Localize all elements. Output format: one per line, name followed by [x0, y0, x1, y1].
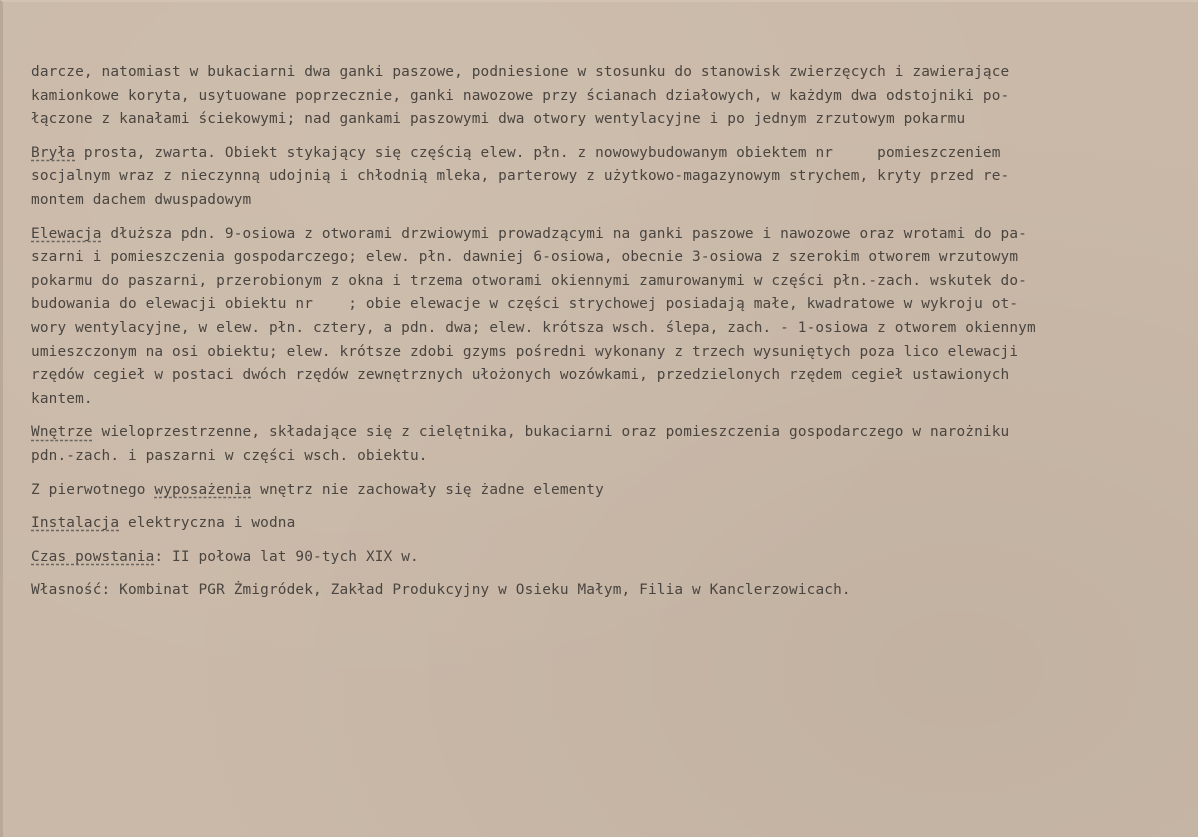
text-line	[31, 579, 1191, 603]
document-text	[31, 61, 1191, 613]
text-line	[31, 223, 1191, 247]
paragraph-wlasnosc	[31, 579, 1191, 603]
text-line	[31, 142, 1191, 166]
text-line: szarni i pomieszczenia gospodarczego; elew. płn. dawniej 6-osiowa, obecnie 3-osiowa z szerokim otworem wrzutowym	[31, 249, 1019, 266]
paragraph-czas-powstania	[31, 546, 1191, 570]
text-segment: : II połowa lat 90-tych XIX w.	[154, 548, 419, 565]
text-line: montem dachem dwuspadowym	[31, 191, 252, 208]
text-line: kamionkowe koryta, usytuowane poprzecznie, ganki nawozowe przy ścianach działowych, w każdym dwa odstojniki po-	[31, 87, 1010, 104]
text-line: wory wentylacyjne, w elew. płn. cztery, a pdn. dwa; elew. krótsza wsch. ślepa, zach. - 1-osiowa z otworem okiennym	[31, 319, 1036, 336]
text-line	[31, 421, 1191, 445]
section-label: Instalacja	[31, 515, 120, 532]
text-line: budowania do elewacji obiektu nr ; obie elewacje w części strychowej posiadają małe, kwadratowe w wykroju ot-	[31, 296, 1019, 313]
text-segment: dłuższa pdn. 9-osiowa z otworami drzwiowymi prowadzącymi na ganki paszowe i nawozowe oraz wrotami do pa-	[101, 225, 1027, 242]
paragraph-wyposazenie	[31, 479, 1191, 503]
text-line	[31, 512, 1191, 536]
text-line: rzędów cegieł w postaci dwóch rzędów zewnętrznych ułożonych wozówkami, przedzielonych rzędem cegieł ustawionych	[31, 367, 1010, 384]
text-line: darcze, natomiast w bukaciarni dwa ganki paszowe, podniesione w stosunku do stanowisk zwierzęcych i zawierające	[31, 64, 1010, 80]
text-segment: Z pierwotnego	[31, 481, 155, 498]
text-segment: prosta, zwarta. Obiekt stykający się częścią elew. płn. z nowowybudowanym obiektem nr pomieszczeniem	[75, 144, 1001, 161]
text-line: umieszczonym na osi obiektu; elew. krótsze zdobi gzyms pośredni wykonany z trzech wysuniętych poza lico elewacji	[31, 343, 1019, 360]
text-line: kantem.	[31, 390, 93, 407]
text-line: łączone z kanałami ściekowymi; nad gankami paszowymi dwa otwory wentylacyjne i po jednym zrzutowym pokarmu	[31, 111, 966, 128]
section-label: wyposażenia	[154, 481, 252, 498]
text-segment: : Kombinat PGR Żmigródek, Zakład Produkcyjny w Osieku Małym, Filia w Kanclerzowicach.	[101, 582, 851, 599]
paragraph-elewacja	[31, 223, 1191, 412]
paragraph-bryla	[31, 142, 1191, 213]
text-line: pokarmu do paszarni, przerobionym z okna i trzema otworami okiennymi zamurowanymi w części płn.-zach. wskutek do-	[31, 272, 1027, 289]
text-segment: elektryczna i wodna	[119, 515, 296, 532]
section-label: Elewacja	[31, 225, 102, 242]
paragraph-instalacja	[31, 512, 1191, 536]
section-label: Bryła	[31, 144, 76, 161]
text-line: socjalnym wraz z nieczynną udojnią i chłodnią mleka, parterowy z użytkowo-magazynowym strychem, kryty przed re-	[31, 168, 1010, 185]
paragraph-intro	[31, 61, 1191, 132]
text-line: pdn.-zach. i paszarni w części wsch. obiektu.	[31, 447, 428, 464]
section-label: Czas powstania	[31, 548, 155, 565]
paragraph-wnetrze	[31, 421, 1191, 468]
text-segment: wieloprzestrzenne, składające się z cielętnika, bukaciarni oraz pomieszczenia gospodarczego w narożniku	[92, 424, 1010, 441]
text-line	[31, 546, 1191, 570]
section-label: Własność	[31, 582, 102, 599]
text-segment: wnętrz nie zachowały się żadne elementy	[251, 481, 604, 498]
section-label: Wnętrze	[31, 424, 93, 441]
text-line	[31, 479, 1191, 503]
